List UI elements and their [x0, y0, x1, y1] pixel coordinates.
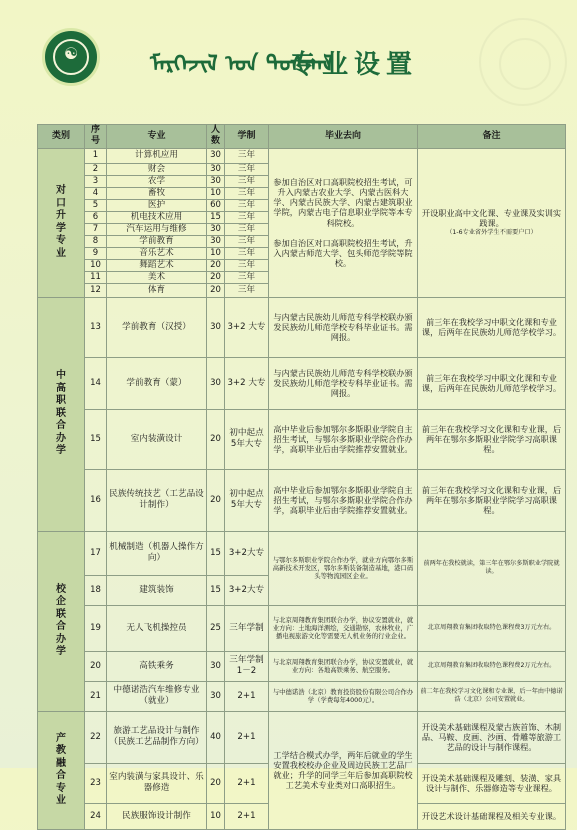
seq-cell: 23 [85, 763, 107, 803]
table-header-row [38, 125, 566, 149]
count-cell: 10 [207, 803, 225, 829]
seq-cell: 12 [85, 283, 107, 297]
seq-cell: 1 [85, 148, 107, 163]
destination-cell: 工学结合模式办学，两年后就业的学生安置我校校办企业及周边民族工艺品厂就业；升学的同学三年后参加高职院校工艺美术专业类对口高职招生。 [269, 711, 418, 829]
seq-cell: 8 [85, 235, 107, 247]
school-logo [42, 28, 100, 86]
seq-cell: 16 [85, 469, 107, 531]
remarks-cell: 前两年在我校就读，第三年在鄂尔多斯职业学院就读。 [418, 531, 566, 605]
count-cell: 15 [207, 531, 225, 575]
table-row [38, 651, 566, 681]
major-cell: 民族服饰设计制作 [107, 803, 207, 829]
remarks-cell: 前三年在我校学习中职文化课和专业课，后两年在民族幼儿师范学校学习。 [418, 297, 566, 357]
count-cell: 30 [207, 235, 225, 247]
header-count: 人数 [207, 125, 225, 149]
table-row [38, 469, 566, 531]
table-row [38, 148, 566, 163]
count-cell: 10 [207, 187, 225, 199]
header-category: 类别 [38, 125, 85, 149]
destination-cell: 与中德诺浩（北京）教育投资股份有限公司合作办学（学费每年4000元）。 [269, 681, 418, 711]
remarks-cell: 前三年在我校学习中职文化课和专业课，后两年在民族幼儿师范学校学习。 [418, 357, 566, 409]
table-row [38, 409, 566, 469]
seq-cell: 10 [85, 259, 107, 271]
remarks-cell: 开设美术基础课程及雕刻、装潢、家具设计与制作、乐器修造等专业课程。 [418, 763, 566, 803]
seq-cell: 24 [85, 803, 107, 829]
duration-cell: 三年 [225, 187, 269, 199]
major-cell: 农学 [107, 175, 207, 187]
majors-table [37, 124, 566, 830]
major-cell: 音乐艺术 [107, 247, 207, 259]
major-cell: 舞蹈艺术 [107, 259, 207, 271]
count-cell: 10 [207, 247, 225, 259]
category-cell: 中 高 职 联 合 办 学 [38, 297, 85, 531]
remarks-cell: 前三年在我校学习文化课和专业课，后两年在鄂尔多斯职业学院学习高职课程。 [418, 409, 566, 469]
count-cell: 30 [207, 175, 225, 187]
duration-cell: 三年 [225, 283, 269, 297]
seq-cell: 6 [85, 211, 107, 223]
duration-cell: 2+1 [225, 711, 269, 763]
seq-cell: 9 [85, 247, 107, 259]
major-cell: 美术 [107, 271, 207, 283]
major-cell: 财会 [107, 163, 207, 175]
duration-cell: 3+2 大专 [225, 357, 269, 409]
duration-cell: 2+1 [225, 681, 269, 711]
duration-cell: 三年 [225, 163, 269, 175]
seq-cell: 15 [85, 409, 107, 469]
duration-cell: 3+2大专 [225, 531, 269, 575]
seq-cell: 13 [85, 297, 107, 357]
remarks-cell: 前三年在我校学习文化课和专业课，后两年在鄂尔多斯职业学院学习高职课程。 [418, 469, 566, 531]
count-cell: 30 [207, 297, 225, 357]
count-cell: 20 [207, 409, 225, 469]
count-cell: 30 [207, 163, 225, 175]
duration-cell: 初中起点5年大专 [225, 409, 269, 469]
count-cell: 20 [207, 271, 225, 283]
mongolian-title: ᠮᠡᠷᠭᠡᠵᠢᠯ ᠤᠨ ᠳᠤᠰᠬᠠᠯ [150, 51, 334, 77]
count-cell: 30 [207, 681, 225, 711]
destination-cell [269, 148, 418, 297]
count-cell: 15 [207, 211, 225, 223]
major-cell: 医护 [107, 199, 207, 211]
count-cell: 20 [207, 469, 225, 531]
table-row [38, 711, 566, 763]
duration-cell: 三年 [225, 211, 269, 223]
duration-cell: 三年 [225, 247, 269, 259]
remarks-text: 开设职业高中文化课、专业课及实训实践课。 [421, 207, 562, 229]
major-cell: 体育 [107, 283, 207, 297]
destination-cell: 与北京周翔教育集团联合办学，协议安置就业，就业方向：土地海洋测绘，交通勘察，农林牧业，广播电视旅游文化等需要无人机业务的行业企业。 [269, 605, 418, 651]
destination-cell: 高中毕业后参加鄂尔多斯职业学院自主招生考试，与鄂尔多斯职业学院合作办学，高职毕业后由学院推荐安置就业。 [269, 469, 418, 531]
count-cell: 20 [207, 283, 225, 297]
destination-text: 参加自治区对口高职院校招生考试，升入内蒙古师范大学、包头师范学院等院校。 [273, 237, 413, 269]
seq-cell: 20 [85, 651, 107, 681]
table-row [38, 357, 566, 409]
major-cell: 室内装潢与家具设计、乐器修造 [107, 763, 207, 803]
header-duration: 学制 [225, 125, 269, 149]
seq-cell: 5 [85, 199, 107, 211]
count-cell: 30 [207, 148, 225, 163]
remarks-cell [418, 148, 566, 297]
destination-cell: 与内蒙古民族幼儿师范专科学校联办颁发民族幼儿师范学校专科毕业证书。需网报。 [269, 357, 418, 409]
major-cell: 旅游工艺品设计与制作（民族工艺品制作方向） [107, 711, 207, 763]
duration-cell: 三年学制 [225, 605, 269, 651]
seq-cell: 11 [85, 271, 107, 283]
duration-cell: 2+1 [225, 763, 269, 803]
destination-cell: 与北京周翔教育集团联合办学，协议安置就业，就业方向：各地高铁乘务、航空服务。 [269, 651, 418, 681]
duration-cell: 三年学制1－2 [225, 651, 269, 681]
duration-cell: 3+2大专 [225, 575, 269, 605]
header-destination: 毕业去向 [269, 125, 418, 149]
destination-cell: 与内蒙古民族幼儿师范专科学校联办颁发民族幼儿师范学校专科毕业证书。需网报。 [269, 297, 418, 357]
major-cell: 学前教育（汉授） [107, 297, 207, 357]
table-row [38, 297, 566, 357]
destination-cell: 高中毕业后参加鄂尔多斯职业学院自主招生考试，与鄂尔多斯职业学院合作办学，高职毕业后由学院推荐安置就业。 [269, 409, 418, 469]
remarks-subtext: （1-6专业省外学生不需要户口） [446, 229, 537, 237]
major-cell: 学前教育（蒙） [107, 357, 207, 409]
duration-cell: 三年 [225, 199, 269, 211]
category-cell: 产 教 融 合 专 业 [38, 711, 85, 829]
count-cell: 15 [207, 575, 225, 605]
table-row [38, 605, 566, 651]
count-cell: 20 [207, 259, 225, 271]
remarks-cell: 前二年在我校学习文化课和专业课，后一年由中德诺浩（北京）公司安置就业。 [418, 681, 566, 711]
major-cell: 无人飞机操控员 [107, 605, 207, 651]
count-cell: 20 [207, 763, 225, 803]
seq-cell: 18 [85, 575, 107, 605]
major-cell: 学前教育 [107, 235, 207, 247]
duration-cell: 3+2 大专 [225, 297, 269, 357]
major-cell: 机械制造（机器人操作方向） [107, 531, 207, 575]
major-cell: 计算机应用 [107, 148, 207, 163]
seq-cell: 4 [85, 187, 107, 199]
major-cell: 室内装潢设计 [107, 409, 207, 469]
duration-cell: 初中起点5年大专 [225, 469, 269, 531]
category-cell: 校 企 联 合 办 学 [38, 531, 85, 711]
seq-cell: 2 [85, 163, 107, 175]
seq-cell: 3 [85, 175, 107, 187]
seq-cell: 22 [85, 711, 107, 763]
remarks-cell: 北京周翔教育集团收取特色课程费2万元左右。 [418, 651, 566, 681]
header-remarks: 备注 [418, 125, 566, 149]
duration-cell: 三年 [225, 175, 269, 187]
remarks-cell: 开设艺术设计基础课程及相关专业课。 [418, 803, 566, 829]
duration-cell: 2+1 [225, 803, 269, 829]
remarks-cell: 开设美术基础课程及蒙古族首饰、木制品、马鞍、皮画、沙画、骨雕等旅游工艺品的设计与制作课程。 [418, 711, 566, 763]
duration-cell: 三年 [225, 259, 269, 271]
page-title: 专业设置 [290, 50, 419, 80]
header-major: 专业 [107, 125, 207, 149]
major-cell: 机电技术应用 [107, 211, 207, 223]
table-row [38, 531, 566, 575]
duration-cell: 三年 [225, 148, 269, 163]
major-cell: 建筑装饰 [107, 575, 207, 605]
count-cell: 25 [207, 605, 225, 651]
header [0, 0, 577, 120]
seq-cell: 17 [85, 531, 107, 575]
seq-cell: 14 [85, 357, 107, 409]
category-cell: 对 口 升 学 专 业 [38, 148, 85, 297]
major-cell: 汽车运用与维修 [107, 223, 207, 235]
decorative-knot-icon [479, 18, 567, 106]
seq-cell: 19 [85, 605, 107, 651]
table-row [38, 681, 566, 711]
destination-cell: 与鄂尔多斯职业学院合作办学，就业方向鄂尔多斯高新技术开发区，鄂尔多斯装备制造基地，港口码头等物流园区企业。 [269, 531, 418, 605]
remarks-cell: 北京周翔教育集团收取特色课程费3万元左右。 [418, 605, 566, 651]
logo-emblem-icon: ☯ [63, 44, 79, 63]
seq-cell: 21 [85, 681, 107, 711]
count-cell: 30 [207, 651, 225, 681]
duration-cell: 三年 [225, 235, 269, 247]
major-cell: 民族传统技艺（工艺品设计制作） [107, 469, 207, 531]
count-cell: 60 [207, 199, 225, 211]
header-seq: 序号 [85, 125, 107, 149]
count-cell: 30 [207, 223, 225, 235]
destination-text: 参加自治区对口高职院校招生考试，可升入内蒙古农业大学、内蒙古医科大学、内蒙古民族大学、内蒙古建筑职业学院，内蒙古电子信息职业学院等本专科院校。 [273, 176, 413, 228]
duration-cell: 三年 [225, 271, 269, 283]
duration-cell: 三年 [225, 223, 269, 235]
major-cell: 畜牧 [107, 187, 207, 199]
major-cell: 高铁乘务 [107, 651, 207, 681]
count-cell: 40 [207, 711, 225, 763]
major-cell: 中德诺浩汽车维修专业（就业） [107, 681, 207, 711]
count-cell: 30 [207, 357, 225, 409]
seq-cell: 7 [85, 223, 107, 235]
